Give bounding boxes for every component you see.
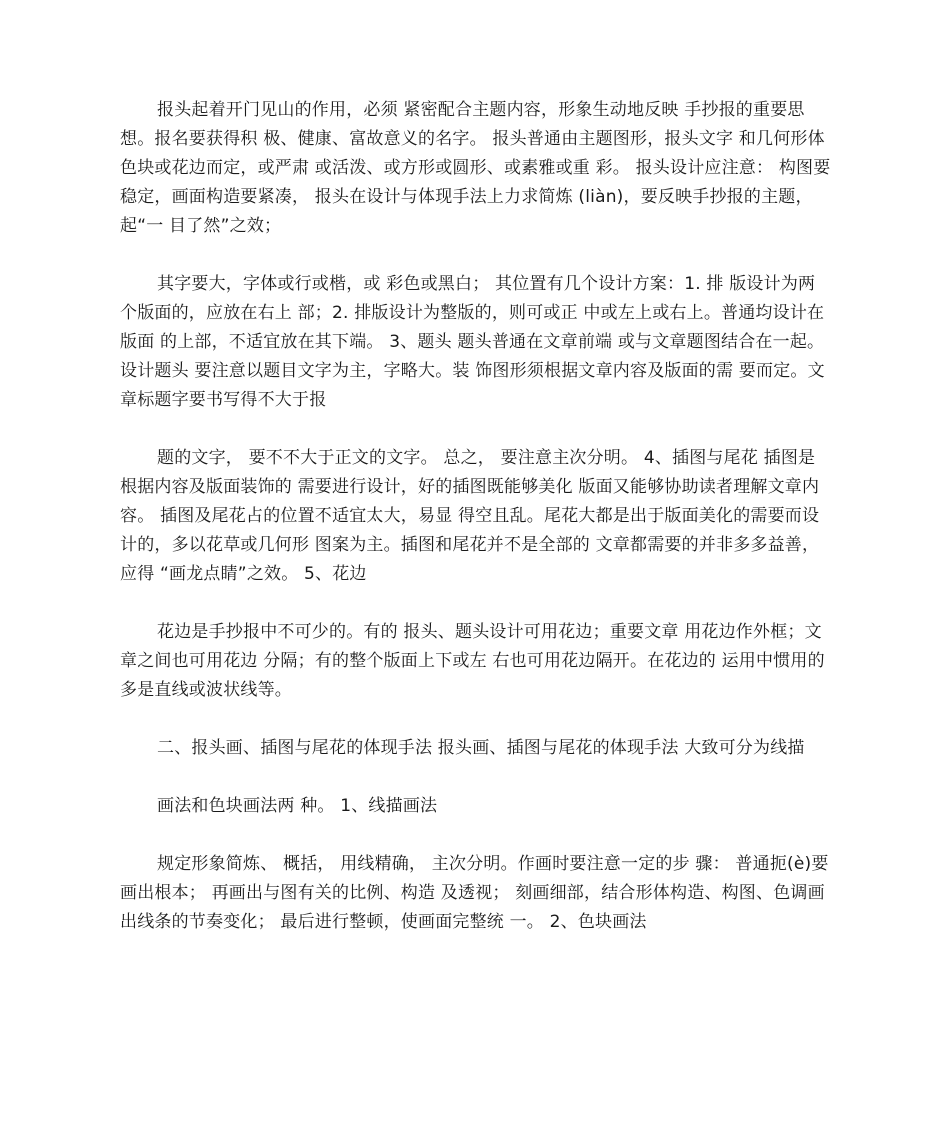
paragraph-borders: 花边是手抄报中不可少的。有的 报头、题头设计可用花边；重要文章 用花边作外框；文章之间也可用花边 分隔；有的整个版面上下或左 右也可用花边隔开。在花边的 运用中惯用的多是直线或波状线等。 <box>120 622 825 700</box>
paragraph-masthead-design: 报头起着开门见山的作用，必须 紧密配合主题内容，形象生动地反映 手抄报的重要思想。报名要获得积 极、健康、富故意义的名字。 报头普通由主题图形，报头文字 和几何形体色块或花边而定，或严肃 或活泼、或方形或圆形、或素雅或重 彩。 报头设计应注意： 构图要稳定，画面构造要紧凑， 报头在设计与体现手法上力求简炼 (liàn)，要反映手抄报的主题，起“一 目了然”之效； <box>120 100 831 236</box>
paragraph-line-drawing: 画法和色块画法两 种。 1、线描画法 <box>157 796 438 816</box>
paragraph-illustrations: 题的文字， 要不不大于正文的文字。 总之， 要注意主次分明。 4、插图与尾花 插图是根据内容及版面装饰的 需要进行设计，好的插图既能够美化 版面又能够协助读者理解文章内容。 插图及尾花占的位置不适宜太大，易显 得空且乱。尾花大都是出于版面美化的需要而设计的，多以花草或几何形 图案为主。插图和尾花并不是全部的 文章都需要的并非多多益善，应得 “画龙点睛”之效。 5、花边 <box>120 448 820 584</box>
paragraph-drawing-steps: 规定形象简炼、 概括， 用线精确， 主次分明。作画时要注意一定的步 骤： 普通扼(è)要画出根本； 再画出与图有关的比例、构造 及透视； 刻画细部，结合形体构造、构图、色调画出线条的节奏变化； 最后进行整顿，使画面完整统 一。 2、色块画法 <box>120 854 829 932</box>
paragraph-masthead-layout: 其字要大，字体或行或楷，或 彩色或黑白； 其位置有几个设计方案：1. 排 版设计为两个版面的，应放在右上 部；2. 排版设计为整版的，则可或正 中或左上或右上。普通均设计在版面 的上部，不适宜放在其下端。 3、题头 题头普通在文章前端 或与文章题图结合在一起。设计题头 要注意以题目文字为主，字略大。装 饰图形须根据文章内容及版面的需 要而定。文章标题字要书写得不大于报 <box>120 274 825 410</box>
paragraph-section-two-heading: 二、报头画、插图与尾花的体现手法 报头画、插图与尾花的体现手法 大致可分为线描 <box>157 738 805 758</box>
document-body <box>120 96 832 966</box>
